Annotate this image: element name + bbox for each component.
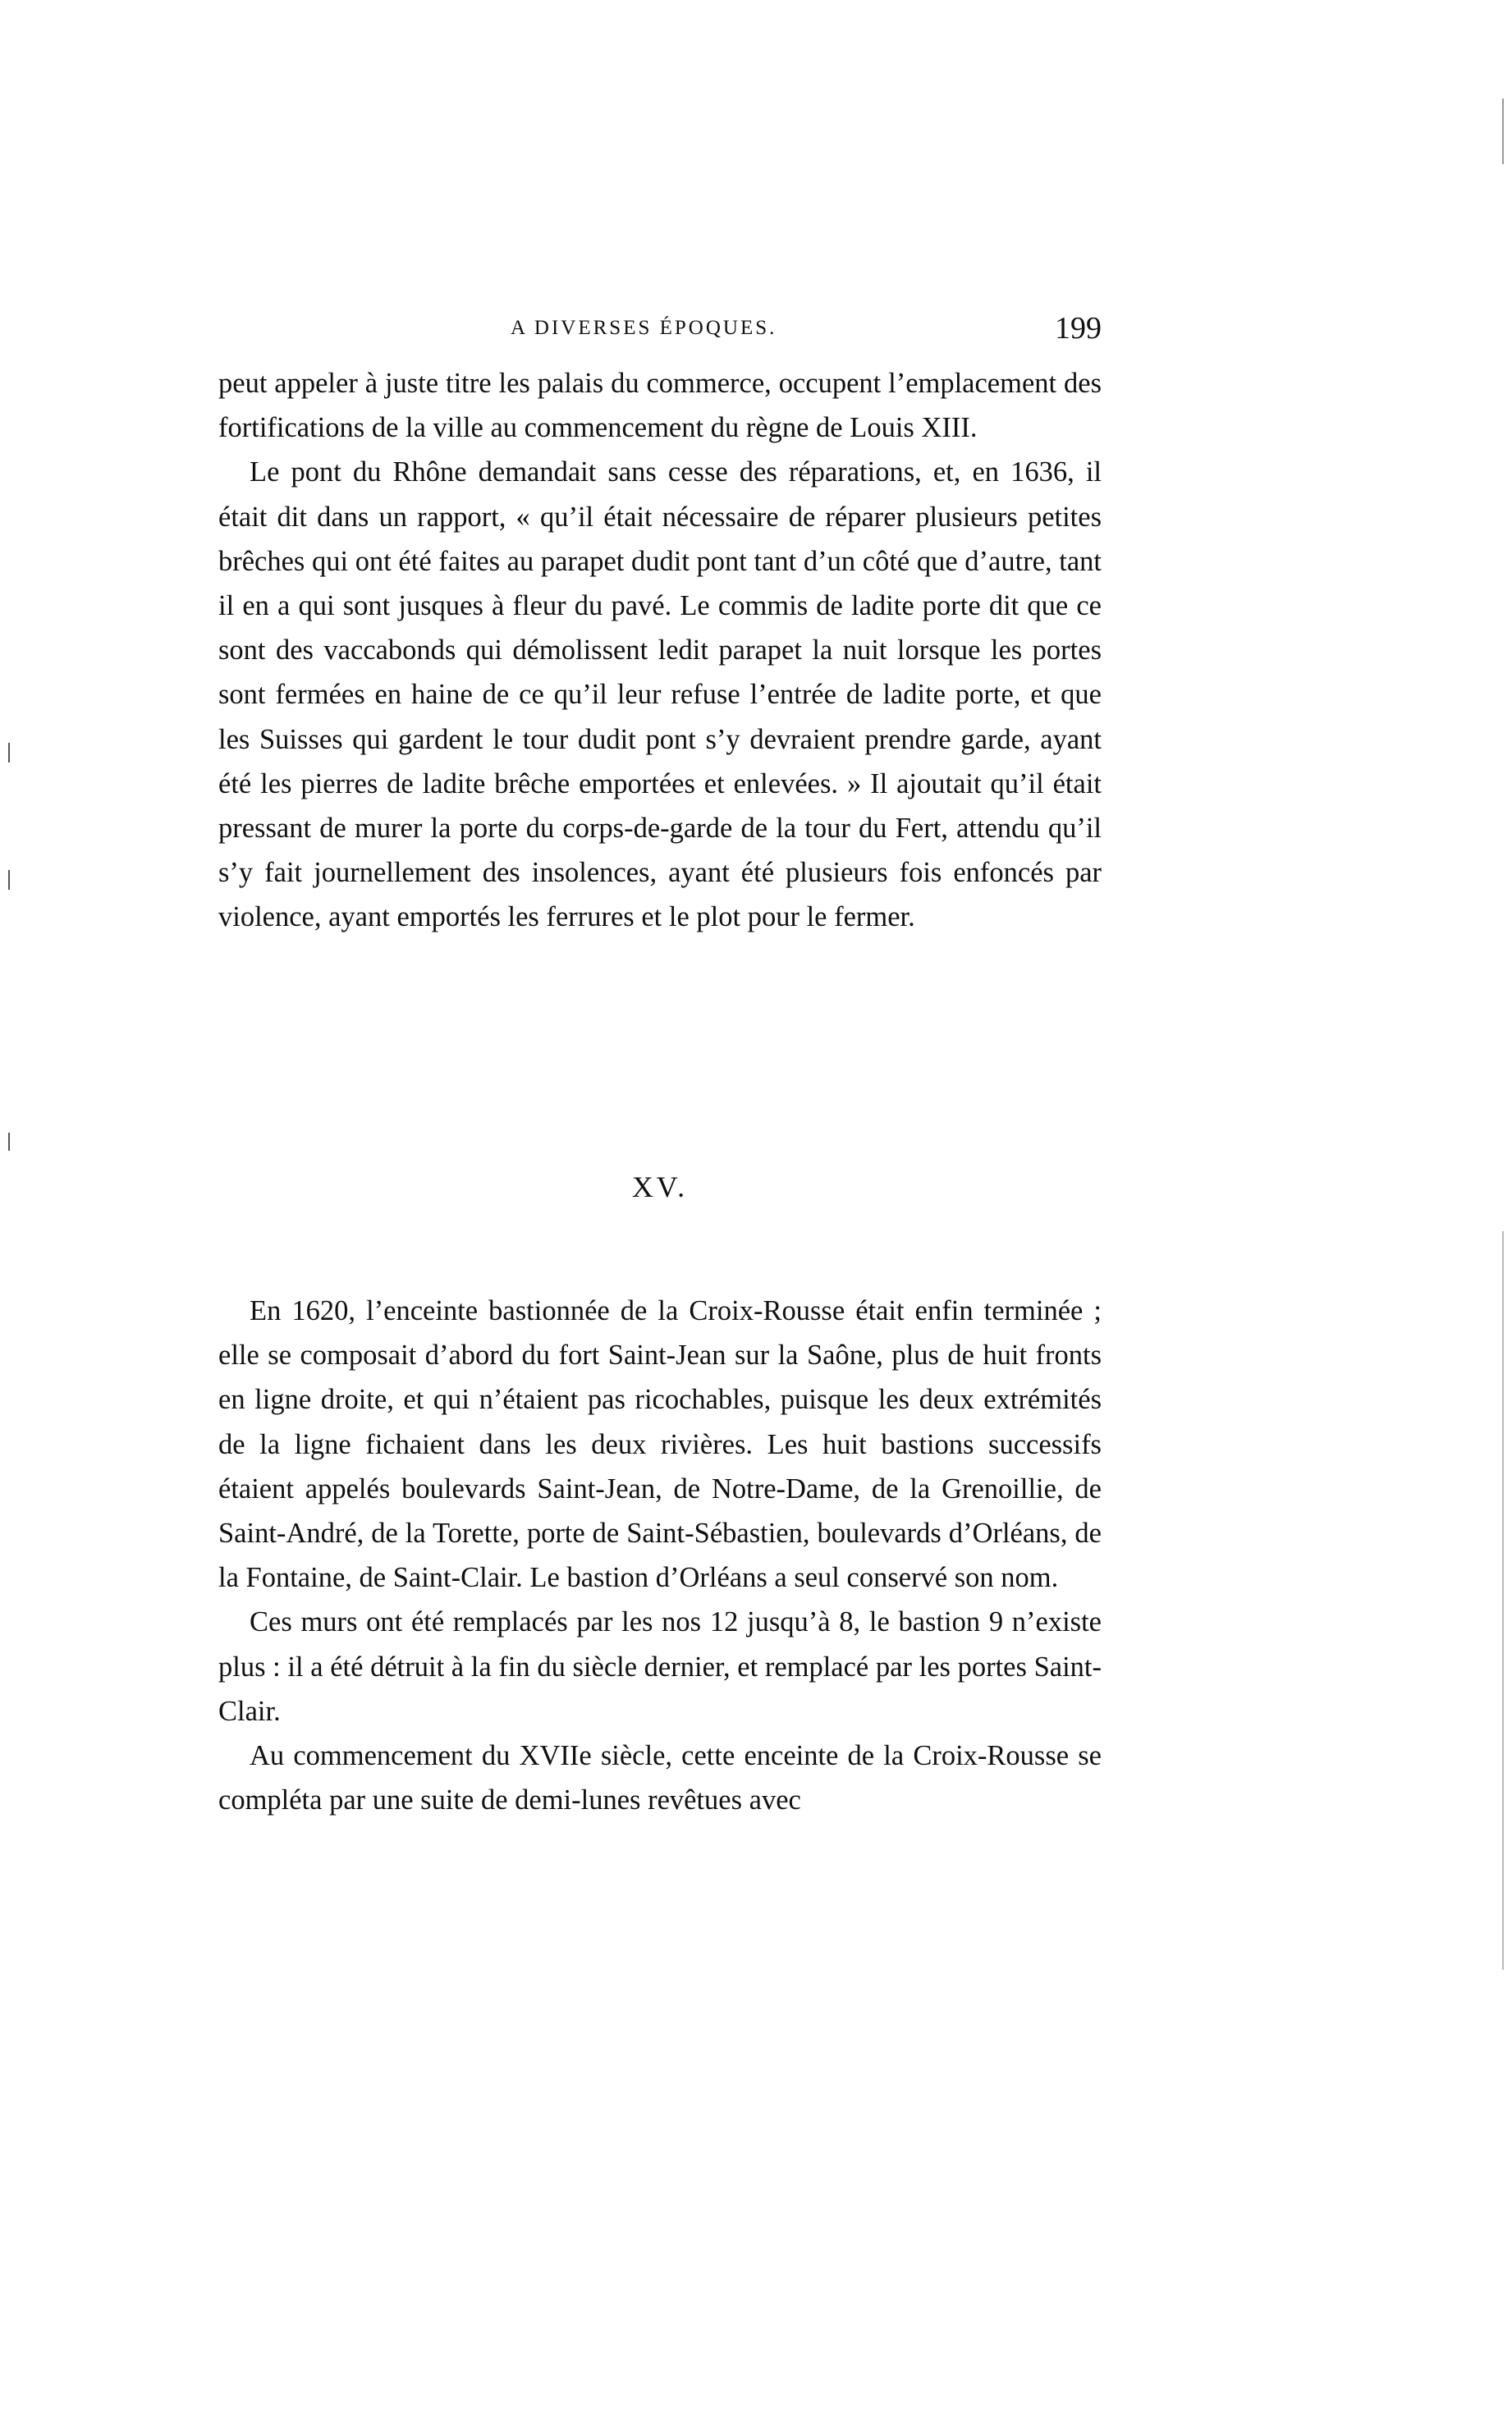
- text-block-after-section: [218, 1289, 1102, 1822]
- scan-mark: [1502, 1231, 1504, 1970]
- scan-mark: [8, 743, 10, 763]
- paragraph-continuation: peut appeler à juste titre les palais du commerce, occupent l’emplacement des fortifications de la ville au commencement du règne de Louis XIII.: [218, 368, 1102, 444]
- scan-mark: [1502, 98, 1504, 164]
- paragraph-murs: Ces murs ont été remplacés par les nos 12 jusqu’à 8, le bastion 9 n’existe plus : il a été détruit à la fin du siècle dernier, et remplacé par les portes Saint-Clair.: [218, 1606, 1102, 1727]
- scan-mark: [8, 1133, 10, 1151]
- paragraph-pont-du-rhone: Le pont du Rhône demandait sans cesse des réparations, et, en 1636, il était dit dans un rapport, « qu’il était nécessaire de réparer plusieurs petites brêches qui ont été faites au parapet dudit pont tant d’un côté que d’autre, tant il en a qui sont jusques à fleur du pavé. Le commis de ladite porte dit que ce sont des vaccabonds qui démolissent ledit parapet la nuit lorsque les portes sont fermées en haine de ce qu’il leur refuse l’entrée de ladite porte, et que les Suisses qui gardent le tour dudit pont s’y devraient prendre garde, ayant été les pierres de ladite brêche emportées et enlevées. » Il ajoutait qu’il était pressant de murer la porte du corps-de-garde de la tour du Fert, attendu qu’il s’y fait journellement des insolences, ayant été plusieurs fois enfoncés par violence, ayant emportés les ferrures et le plot pour le fermer.: [218, 456, 1102, 933]
- page-header: [218, 310, 1102, 351]
- section-heading: XV.: [631, 1170, 689, 1203]
- paragraph-enceinte: En 1620, l’enceinte bastionnée de la Croix-Rousse était enfin terminée ; elle se composait d’abord du fort Saint-Jean sur la Saône, plus de huit fronts en ligne droite, et qui n’étaient pas ricochables, puisque les deux extrémités de la ligne fichaient dans les deux rivières. Les huit bastions successifs étaient appelés boulevards Saint-Jean, de Notre-Dame, de la Grenoillie, de Saint-André, de la Torette, porte de Saint-Sébastien, boulevards d’Orléans, de la Fontaine, de Saint-Clair. Le bastion d’Orléans a seul conservé son nom.: [218, 1295, 1102, 1594]
- scan-mark: [8, 870, 10, 890]
- page-number: 199: [1055, 311, 1102, 346]
- text-block-before-section: [218, 361, 1102, 940]
- running-head: A DIVERSES ÉPOQUES.: [511, 317, 777, 339]
- paragraph-demi-lunes: Au commencement du XVIIe siècle, cette enceinte de la Croix-Rousse se compléta par une suite de demi-lunes revêtues avec: [218, 1740, 1102, 1816]
